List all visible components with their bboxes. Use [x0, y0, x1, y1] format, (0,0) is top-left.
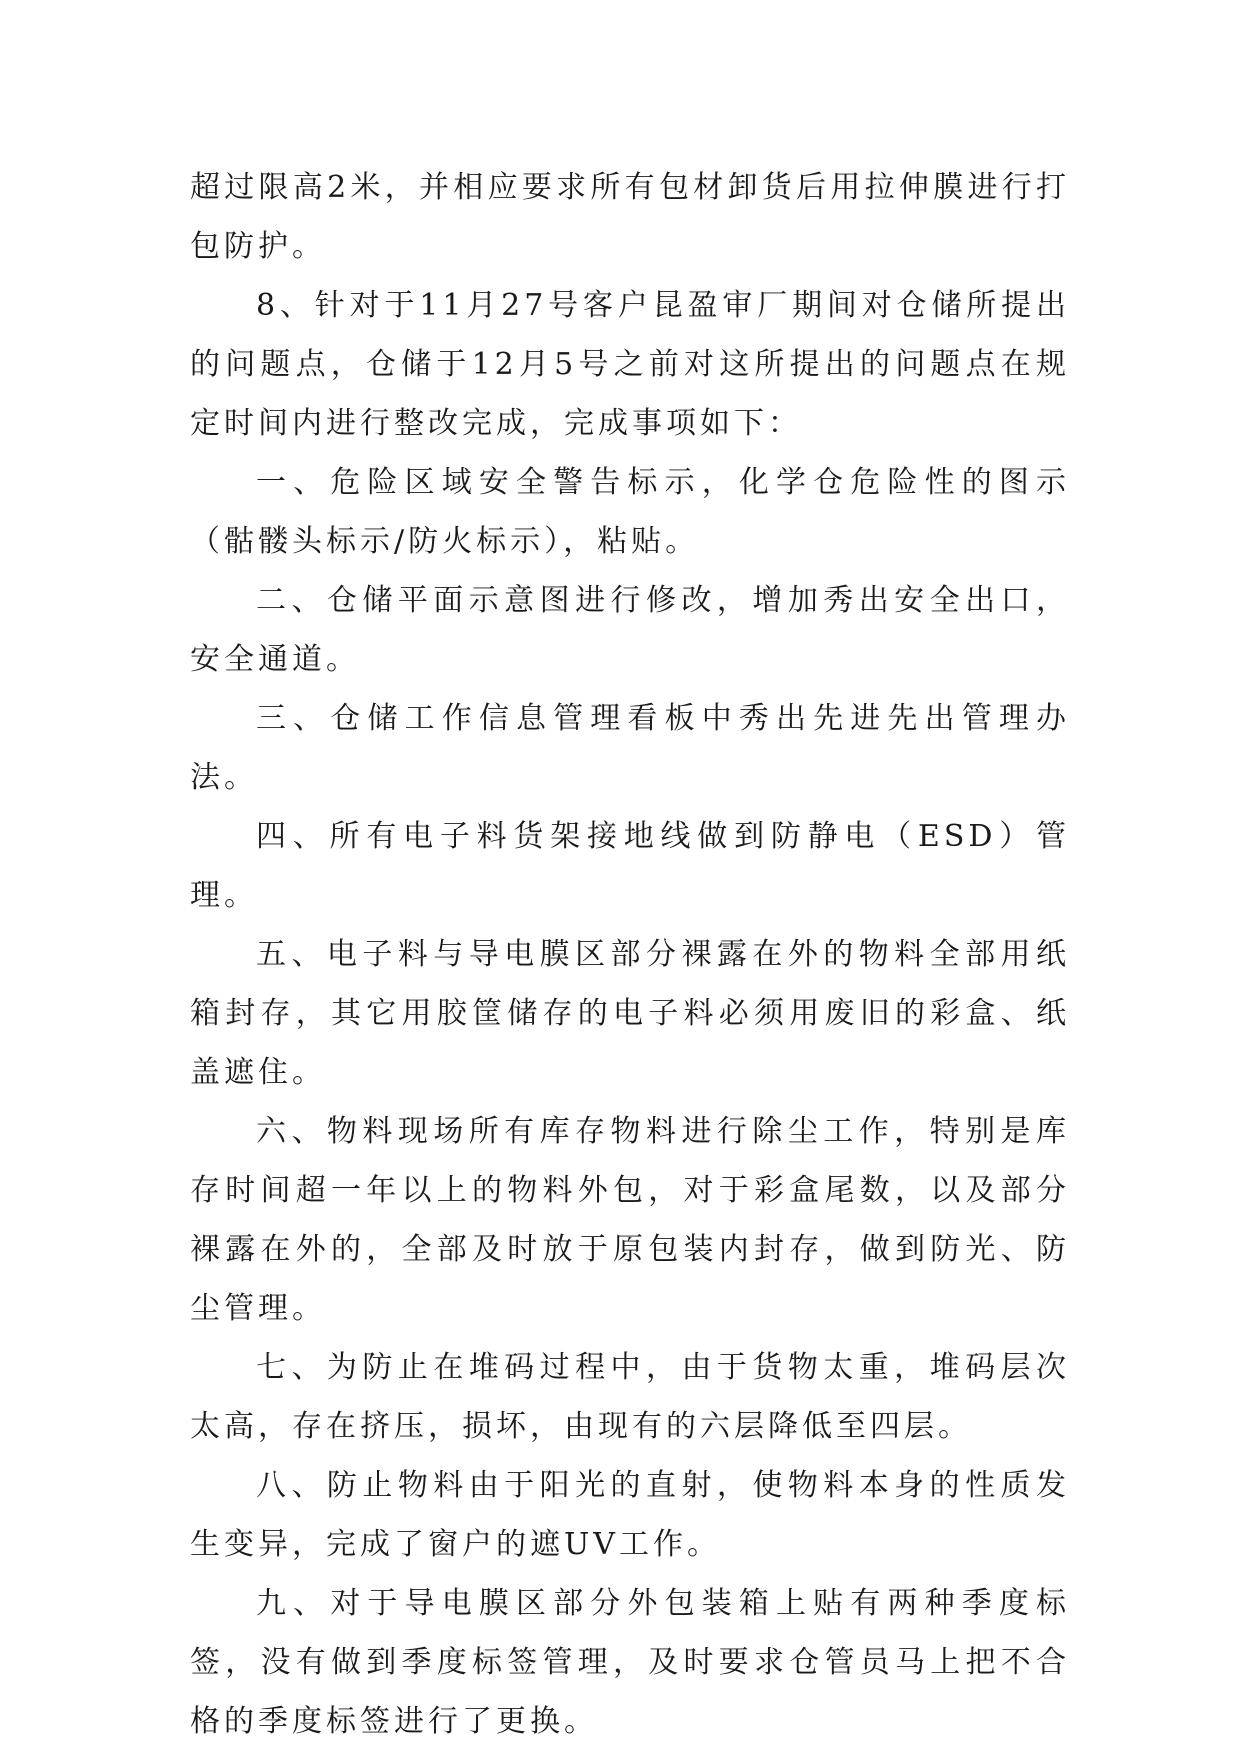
paragraph-item-3: 三、仓储工作信息管理看板中秀出先进先出管理办法。	[190, 701, 1070, 795]
paragraph-item-5: 五、电子料与导电膜区部分裸露在外的物料全部用纸箱封存，其它用胶筐储存的电子料必须用废旧的彩盒、纸盖遮住。	[190, 937, 1070, 1090]
paragraph-continuation: 超过限高2米，并相应要求所有包材卸货后用拉伸膜进行打包防护。	[190, 170, 1070, 264]
document-body	[190, 158, 1070, 1751]
paragraph-item-7: 七、为防止在堆码过程中，由于货物太重，堆码层次太高，存在挤压，损坏，由现有的六层降低至四层。	[190, 1350, 1070, 1444]
paragraph-item-8b: 八、防止物料由于阳光的直射，使物料本身的性质发生变异，完成了窗户的遮UV工作。	[190, 1468, 1070, 1562]
paragraph-item-6: 六、物料现场所有库存物料进行除尘工作，特别是库存时间超一年以上的物料外包，对于彩盒尾数，以及部分裸露在外的，全部及时放于原包装内封存，做到防光、防尘管理。	[190, 1114, 1070, 1326]
paragraph-item-2: 二、仓储平面示意图进行修改，增加秀出安全出口，安全通道。	[190, 583, 1070, 677]
paragraph-item-8: 8、针对于11月27号客户昆盈审厂期间对仓储所提出的问题点，仓储于12月5号之前对这所提出的问题点在规定时间内进行整改完成，完成事项如下：	[190, 288, 1070, 441]
paragraph-item-4: 四、所有电子料货架接地线做到防静电（ESD）管理。	[190, 819, 1070, 913]
paragraph-item-9: 九、对于导电膜区部分外包装箱上贴有两种季度标签，没有做到季度标签管理，及时要求仓管员马上把不合格的季度标签进行了更换。	[190, 1586, 1070, 1739]
paragraph-item-1: 一、危险区域安全警告标示，化学仓危险性的图示（骷髅头标示/防火标示），粘贴。	[190, 465, 1070, 559]
